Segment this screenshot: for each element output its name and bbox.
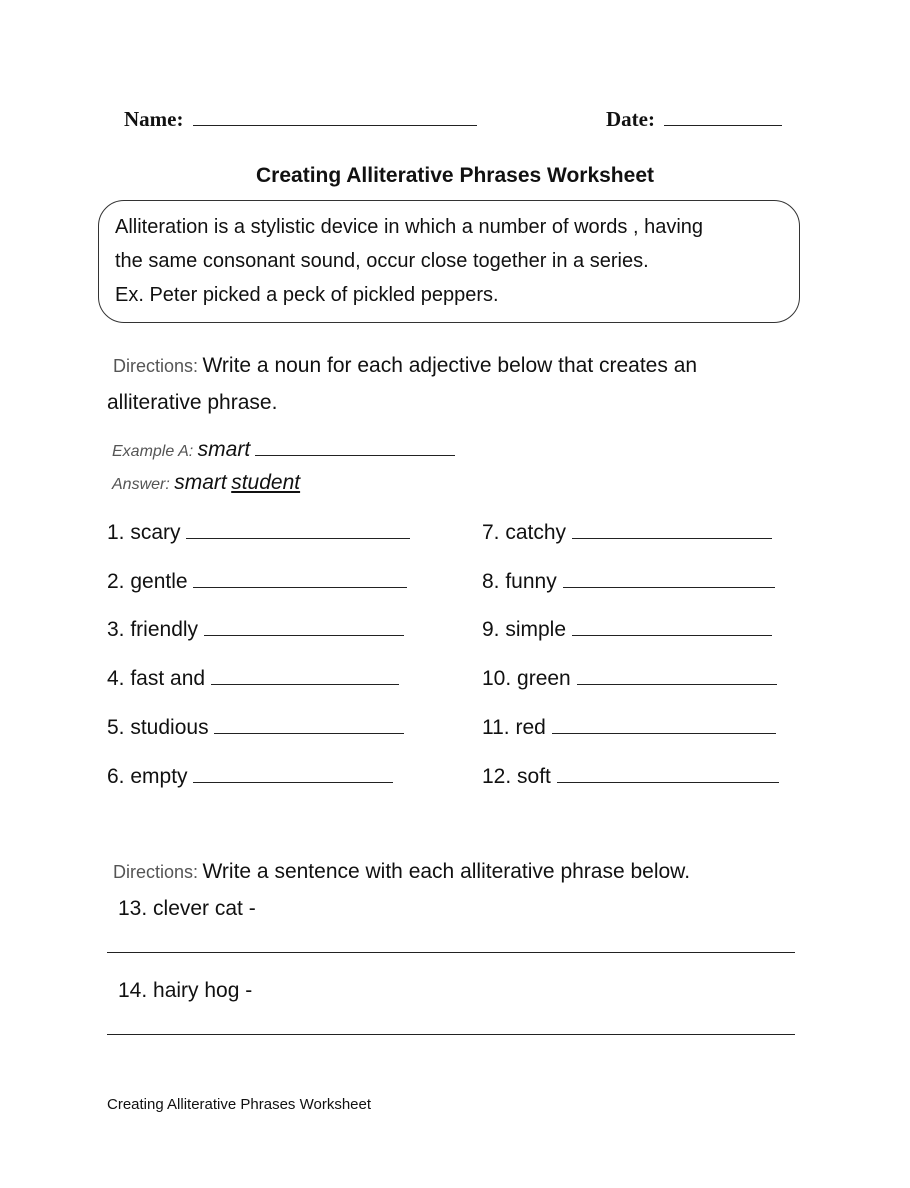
item-7[interactable] (482, 521, 772, 545)
footer-text: Creating Alliterative Phrases Worksheet (107, 1096, 372, 1113)
example-a (112, 438, 455, 462)
item-label: 1. scary (107, 521, 181, 544)
item-blank[interactable] (557, 782, 779, 783)
directions-2 (113, 860, 690, 884)
item-11[interactable] (482, 716, 776, 740)
date-blank[interactable] (664, 125, 782, 126)
example-label: Example A: (112, 443, 194, 460)
directions-1 (113, 354, 697, 378)
item-blank[interactable] (204, 635, 404, 636)
item-14: 14. hairy hog - (118, 979, 253, 1002)
item-label: 6. empty (107, 765, 188, 788)
item-blank[interactable] (193, 587, 407, 588)
date-label: Date: (606, 107, 655, 131)
item-blank[interactable] (563, 587, 775, 588)
definition-line-2: the same consonant sound, occur close together in a series. (115, 250, 649, 272)
item-label: 11. red (482, 716, 546, 739)
directions-text: Write a noun for each adjective below that creates an (202, 354, 698, 377)
directions-1-continued: alliterative phrase. (107, 391, 278, 414)
item-8[interactable] (482, 570, 775, 594)
name-label: Name: (124, 107, 184, 131)
name-field[interactable] (124, 107, 477, 132)
item-2[interactable] (107, 570, 407, 594)
item-4[interactable] (107, 667, 399, 691)
directions-label: Directions: (113, 862, 199, 882)
definition-example: Ex. Peter picked a peck of pickled peppers. (115, 284, 499, 306)
item-label: 5. studious (107, 716, 209, 739)
item-10[interactable] (482, 667, 777, 691)
directions-text: Write a sentence with each alliterative phrase below. (202, 860, 691, 883)
item-blank[interactable] (193, 782, 393, 783)
directions-label: Directions: (113, 356, 199, 376)
answer-noun: student (231, 471, 301, 494)
answer-line-13[interactable] (107, 952, 795, 953)
example-blank (255, 455, 455, 456)
item-label: 4. fast and (107, 667, 206, 690)
item-blank[interactable] (211, 684, 399, 685)
item-label: 2. gentle (107, 570, 188, 593)
item-blank[interactable] (552, 733, 776, 734)
item-blank[interactable] (572, 635, 772, 636)
item-label: 12. soft (482, 765, 551, 788)
example-answer (112, 471, 300, 495)
item-3[interactable] (107, 618, 404, 642)
item-blank[interactable] (214, 733, 404, 734)
item-label: 7. catchy (482, 521, 567, 544)
item-13: 13. clever cat - (118, 897, 256, 920)
item-1[interactable] (107, 521, 410, 545)
page-title: Creating Alliterative Phrases Worksheet (256, 164, 654, 187)
date-field[interactable] (606, 107, 782, 132)
item-label: 9. simple (482, 618, 567, 641)
item-blank[interactable] (577, 684, 777, 685)
item-label: 10. green (482, 667, 571, 690)
answer-adjective: smart (174, 471, 227, 494)
item-blank[interactable] (186, 538, 410, 539)
item-9[interactable] (482, 618, 772, 642)
definition-line-1: Alliteration is a stylistic device in which a number of words , having (115, 216, 704, 238)
answer-label: Answer: (112, 476, 170, 493)
name-blank[interactable] (193, 125, 477, 126)
item-6[interactable] (107, 765, 393, 789)
item-label: 8. funny (482, 570, 557, 593)
item-5[interactable] (107, 716, 404, 740)
item-blank[interactable] (572, 538, 772, 539)
answer-line-14[interactable] (107, 1034, 795, 1035)
item-12[interactable] (482, 765, 779, 789)
item-label: 3. friendly (107, 618, 199, 641)
example-word: smart (197, 438, 251, 461)
